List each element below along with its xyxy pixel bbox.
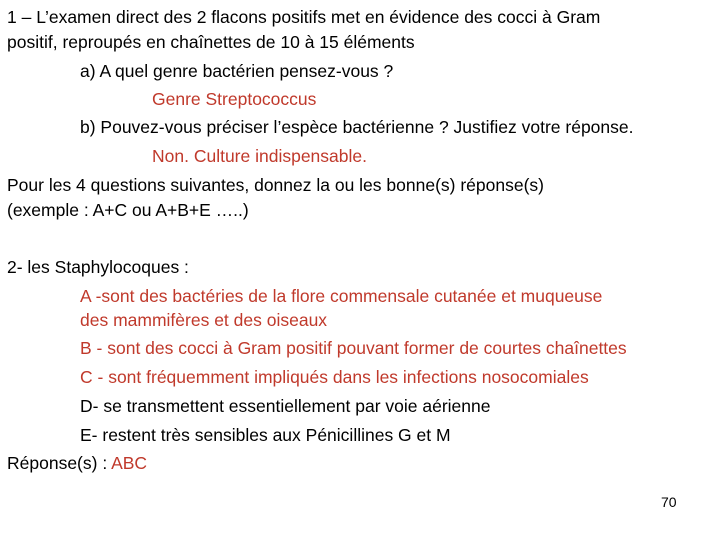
q2-option-d: D- se transmettent essentiellement par voie aérienne	[80, 396, 491, 416]
instructions-line-1: Pour les 4 questions suivantes, donnez la ou les bonne(s) réponse(s)	[7, 175, 544, 195]
page-number: 70	[661, 494, 677, 510]
q1-line-2: positif, reproupés en chaînettes de 10 à 15 éléments	[7, 32, 415, 52]
q2-answer-value: ABC	[111, 453, 148, 473]
q1-answer-b: Non. Culture indispensable.	[152, 146, 367, 166]
q2-option-e: E- restent très sensibles aux Pénicillines G et M	[80, 425, 451, 445]
q2-option-a-line-2: des mammifères et des oiseaux	[80, 310, 328, 330]
q1-line-1: 1 – L’examen direct des 2 flacons positifs met en évidence des cocci à Gram	[7, 7, 601, 27]
q2-option-b: B - sont des cocci à Gram positif pouvant former de courtes chaînettes	[80, 338, 627, 358]
q1-question-b: b) Pouvez-vous préciser l’espèce bactérienne ? Justifiez votre réponse.	[80, 117, 634, 137]
q2-option-a-line-1: A -sont des bactéries de la flore commensale cutanée et muqueuse	[80, 286, 603, 306]
q1-answer-a: Genre Streptococcus	[152, 89, 317, 109]
instructions-line-2: (exemple : A+C ou A+B+E …..)	[7, 200, 249, 220]
q2-answer	[7, 452, 147, 474]
q1-question-a: a) A quel genre bactérien pensez-vous ?	[80, 61, 394, 81]
q2-answer-label: Réponse(s) :	[7, 453, 112, 473]
q2-option-c: C - sont fréquemment impliqués dans les infections nosocomiales	[80, 367, 589, 387]
q2-title: 2- les Staphylocoques :	[7, 257, 189, 277]
